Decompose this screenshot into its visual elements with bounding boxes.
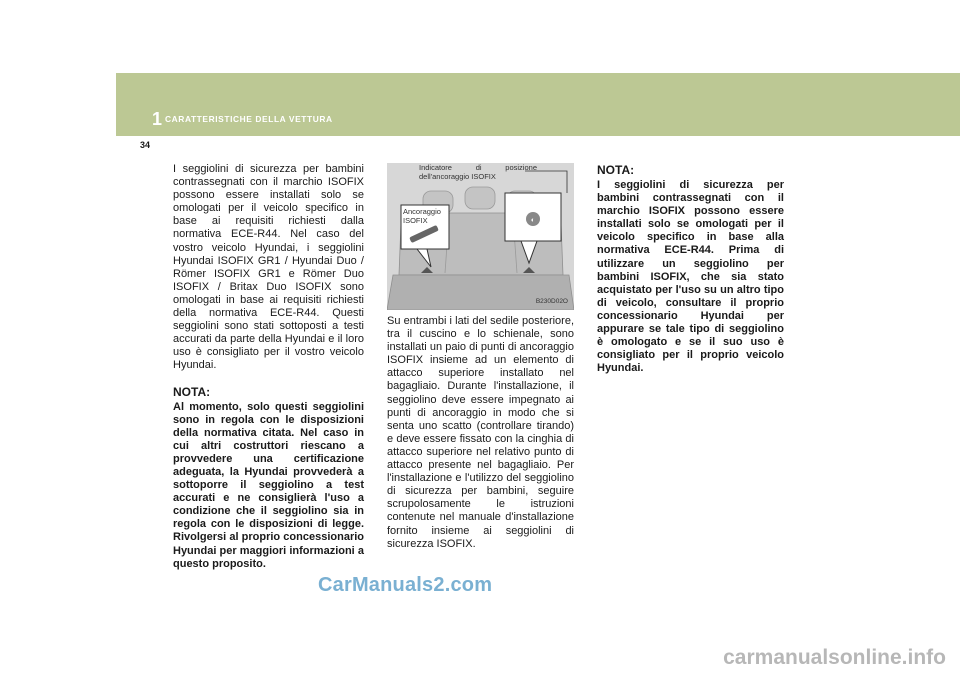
isofix-seat-figure	[387, 163, 574, 310]
nota-title-right: NOTA:	[597, 163, 635, 177]
isofix-anchor-label: Ancoraggio ISOFIX	[403, 207, 441, 225]
isofix-indicator-label: Indicatore di posizione dell'ancoraggio ISOFIX	[419, 163, 537, 181]
page-number: 34	[140, 140, 151, 150]
column-left	[173, 163, 364, 571]
installation-paragraph: Su entrambi i lati del sedile posteriore, tra il cuscino e lo schienale, sono installati un paio di punti di ancoraggio ISOFIX insieme ad un elemento di attacco superiore installato nel bagagliaio. Durante l'installazione, il seggiolino deve essere impegnato ai punti di ancoraggio in modo che si senta uno scatto (controllare tirando) e deve essere fissato con la cinghia di attacco superiore nel relativo punto di attacco presente nel bagagliaio. Per l'installazione e l'utilizzo del seggiolino di sicurezza per bambini, seguire scrupolosamente le istruzioni contenute nel manuale d'installazione fornito insieme ai seggiolini di sicurezza ISOFIX.	[387, 315, 574, 550]
figure-code: B230D02O	[535, 297, 568, 305]
watermark-carmanuals2[interactable]: CarManuals2.com	[318, 574, 493, 596]
column-middle	[387, 315, 574, 551]
chapter-title: CARATTERISTICHE DELLA VETTURA	[165, 114, 333, 124]
nota-text-right: I seggiolini di sicurezza per bambini contrassegnati con il marchio ISOFIX possono essere installati solo se omologati per il veicolo specifico in base alla normativa ECE-R44. Prima di utilizzare un seggiolino per bambini ISOFIX, che sia stato acquistato per l'uso su un altro tipo di veicolo, consultare il proprio concessionario Hyundai per appurare se tale tipo di seggiolino è omologato e se il suo uso è consigliato per il proprio veicolo Hyundai.	[597, 179, 784, 375]
rear-seat-illustration	[387, 163, 574, 310]
watermark-carmanualsonline[interactable]: carmanualsonline.info	[723, 646, 946, 669]
nota-text: Al momento, solo questi seggiolini sono in regola con le disposizioni della normativa citata. Nel caso in cui altri costruttori riescano a provvedere una certificazione adeguata, la Hyundai provvederà a sottoporre il seggiolino a test accurati e ne consiglierà l'uso a condizione che il seggiolino sia in regola con le disposizioni di legge. Rivolgersi al proprio concessionario Hyundai per maggiori informazioni a questo proposito.	[173, 400, 364, 570]
column-right	[597, 163, 784, 375]
nota-title: NOTA:	[173, 384, 211, 399]
intro-paragraph: I seggiolini di sicurezza per bambini contrassegnati con il marchio ISOFIX possono essere installati solo se omologati per il veicolo specifico in base ai requisiti richiesti dalla normativa ECE-R44. Nel caso del vostro veicolo Hyundai, i seggiolini Hyundai ISOFIX GR1 / Hyundai Duo / Römer ISOFIX GR1 e Römer Duo ISOFIX / Britax Duo ISOFIX sono omologati in base ai requisiti richiesti della normativa ECE-R44. Questi seggiolini sono stati sottoposti a testi accurati da parte della Hyundai e il loro uso è consigliato per il vostro veicolo Hyundai.	[173, 163, 364, 372]
svg-text:◐: ◐	[530, 217, 536, 224]
header-bar	[116, 73, 960, 136]
chapter-number: 1	[152, 109, 163, 129]
